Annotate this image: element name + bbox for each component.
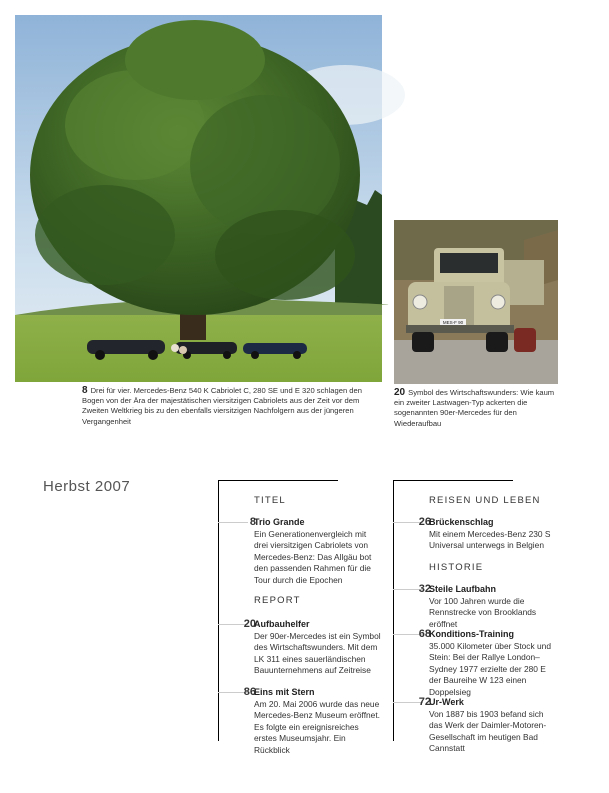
license-plate: MES-F 90: [442, 320, 464, 325]
page-number: 26: [418, 516, 431, 528]
entry-text: 35.000 Kilometer über Stock und Stein: Bei der Rallye London–Sydney 1977 erzielte der 280 E der Baureihe W 123 einen Doppelsieg: [429, 641, 551, 697]
section-heading-reisen-und-leben: REISEN UND LEBEN: [429, 495, 541, 506]
truck-illustration: [394, 220, 558, 384]
entry-title: Aufbauhelfer: [254, 619, 310, 629]
entry-title: Eins mit Stern: [254, 687, 315, 697]
issue-label: Herbst 2007: [43, 478, 131, 495]
column-top-rule: [393, 480, 513, 481]
entry-title: Trio Grande: [254, 517, 305, 527]
tree-illustration: [15, 15, 382, 382]
column-top-rule: [218, 480, 338, 481]
entry-text: Von 1887 bis 1903 befand sich das Werk der Daimler-Motoren-Gesellschaft im heutigen Bad Cannstatt: [429, 709, 547, 754]
column-rule: [218, 480, 219, 741]
entry-title: Konditions-Training: [429, 629, 514, 639]
entry-text: Mit einem Mercedes-Benz 230 S Universal unterwegs in Belgien: [429, 529, 551, 551]
caption-text: Symbol des Wirtschaftswunders: Wie kaum ein zweiter Lastwagen-Typ ackerten die sogenannten 90er-Mercedes für den Wiederaufbau: [394, 388, 555, 428]
photo-tree-caption: [82, 386, 382, 427]
section-heading-titel: TITEL: [254, 495, 286, 506]
entry-text: Vor 100 Jahren wurde die Rennstrecke von Brooklands eröffnet: [429, 596, 537, 629]
page-number: 20: [243, 618, 256, 630]
page-number: 8: [249, 516, 256, 528]
page-number: 86: [243, 686, 256, 698]
entry-title: Brückenschlag: [429, 517, 494, 527]
page-number: 72: [418, 696, 431, 708]
entry-text: Am 20. Mai 2006 wurde das neue Mercedes-Benz Museum eröffnet. Es folgte ein ereignisreiches erstes Museumsjahr. Ein Rückblick: [254, 699, 380, 755]
toc-column-1: [218, 480, 388, 755]
section-heading-report: REPORT: [254, 595, 301, 606]
section-heading-historie: HISTORIE: [429, 562, 484, 573]
entry-title: Ur-Werk: [429, 697, 464, 707]
toc-column-2: [393, 480, 565, 754]
entry-text: Der 90er-Mercedes ist ein Symbol des Wirtschaftswunders. Mit dem LK 311 eines sauerländischen Bauunternehmens auf Zeitreise: [254, 631, 381, 676]
caption-text: Drei für vier. Mercedes-Benz 540 K Cabriolet C, 280 SE und E 320 schlagen den Bogen von der Ära der majestätischen viersitzigen Cabriolets aus der Zeit vor dem Zweiten Weltkrieg bis zu den ebenfalls viersitzigen Nachfolgern aus der jüngeren Vergangenheit: [82, 386, 362, 426]
photo-truck-caption: [394, 388, 560, 429]
page-number: 68: [418, 628, 431, 640]
photo-truck: [394, 220, 558, 384]
caption-page-number: 8: [82, 385, 88, 396]
page-number: 32: [418, 583, 431, 595]
photo-tree: [15, 15, 382, 382]
entry-title: Steile Laufbahn: [429, 584, 497, 594]
caption-page-number: 20: [394, 387, 406, 398]
entry-text: Ein Generationenvergleich mit drei viersitzigen Cabriolets von Mercedes-Benz: Das Allgäu bot den passenden Rahmen für die Tour durch die Epochen: [254, 529, 372, 585]
